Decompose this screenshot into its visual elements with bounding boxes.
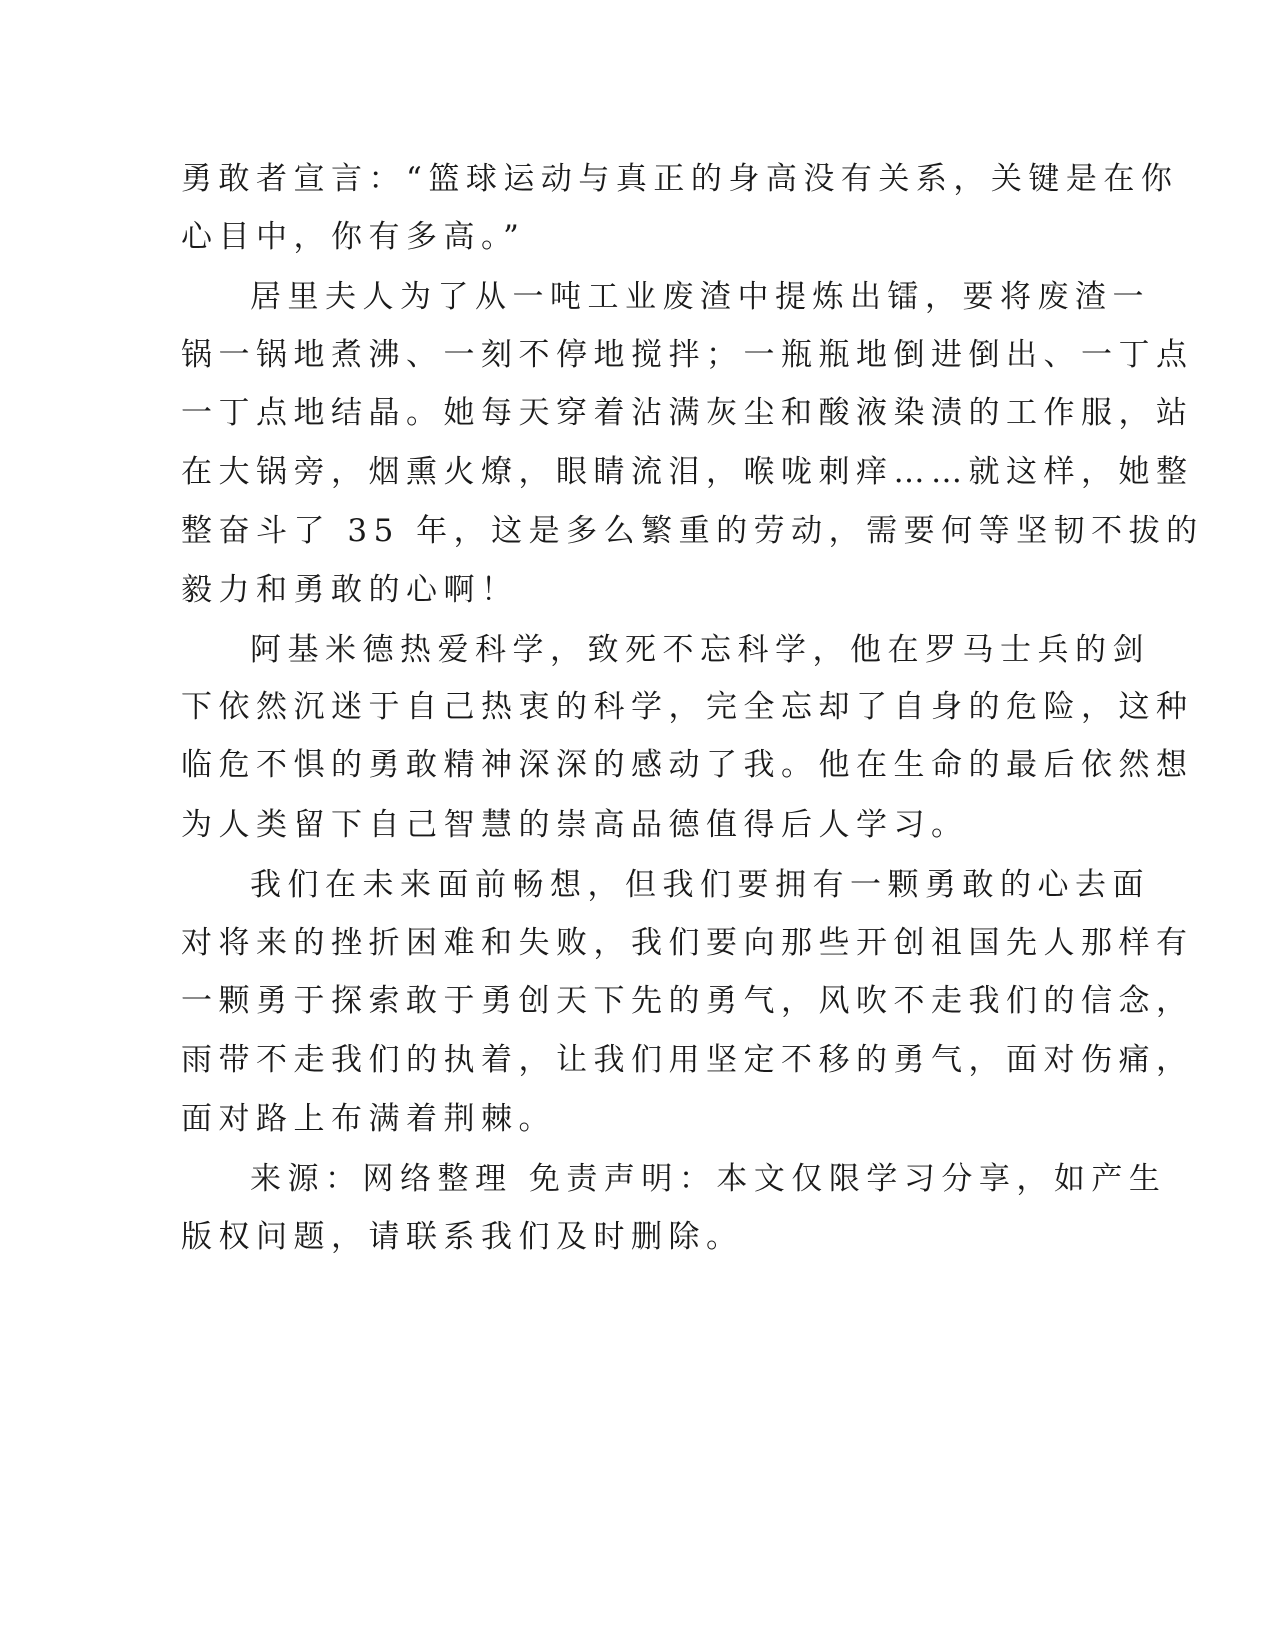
text-line: 为人类留下自己智慧的崇高品德值得后人学习。 xyxy=(181,807,969,843)
text-line: 面对路上布满着荆棘。 xyxy=(181,1101,556,1137)
text-line: 雨带不走我们的执着，让我们用坚定不移的勇气，面对伤痛， xyxy=(181,1042,1194,1078)
text-line: 版权问题，请联系我们及时删除。 xyxy=(181,1219,744,1255)
text-line: 对将来的挫折困难和失败，我们要向那些开创祖国先人那样有 xyxy=(181,925,1194,961)
text-line: 一丁点地结晶。她每天穿着沾满灰尘和酸液染渍的工作服，站 xyxy=(181,395,1194,431)
text-line: 整奋斗了 35 年，这是多么繁重的劳动，需要何等坚韧不拔的 xyxy=(181,513,1204,549)
text-line: 一颗勇于探索敢于勇创天下先的勇气，风吹不走我们的信念， xyxy=(181,983,1194,1019)
text-line: 心目中，你有多高。” xyxy=(181,219,526,255)
text-line: 我们在未来面前畅想，但我们要拥有一颗勇敢的心去面 xyxy=(250,867,1150,903)
text-line: 下依然沉迷于自己热衷的科学，完全忘却了自身的危险，这种 xyxy=(181,689,1194,725)
text-line: 居里夫人为了从一吨工业废渣中提炼出镭，要将废渣一 xyxy=(250,279,1150,315)
text-line: 锅一锅地煮沸、一刻不停地搅拌；一瓶瓶地倒进倒出、一丁点 xyxy=(181,337,1194,373)
text-line: 毅力和勇敢的心啊！ xyxy=(181,572,519,608)
text-line: 临危不惧的勇敢精神深深的感动了我。他在生命的最后依然想 xyxy=(181,747,1194,783)
text-line: 在大锅旁，烟熏火燎，眼睛流泪，喉咙刺痒……就这样，她整 xyxy=(181,454,1194,490)
text-line: 勇敢者宣言：“篮球运动与真正的身高没有关系，关键是在你 xyxy=(181,161,1179,197)
text-line: 来源：网络整理 免责声明：本文仅限学习分享，如产生 xyxy=(250,1161,1167,1197)
text-line: 阿基米德热爱科学，致死不忘科学，他在罗马士兵的剑 xyxy=(250,632,1150,668)
